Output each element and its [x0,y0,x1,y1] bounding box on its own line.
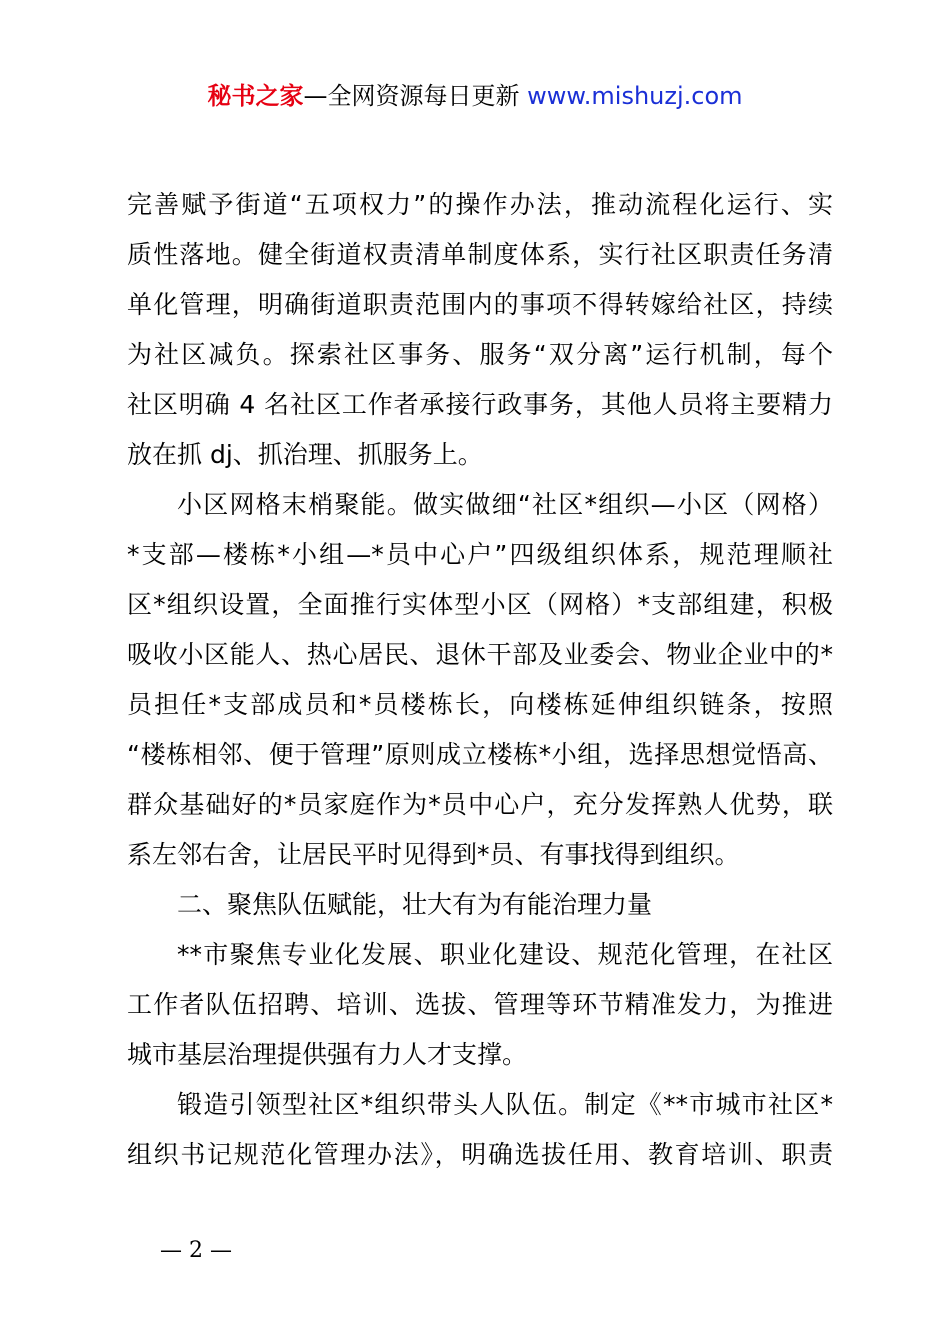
page-number: — 2 — [160,1238,232,1263]
text-line: *支部—楼栋*小组—*员中心户”四级组织体系，规范理顺社 [127,540,833,569]
header-slogan: —全网资源每日更新 [303,82,528,110]
text-line: 群众基础好的*员家庭作为*员中心户，充分发挥熟人优势，联 [127,790,833,819]
text-line: 社区明确 4 名社区工作者承接行政事务，其他人员将主要精力 [127,390,833,419]
text-line: 为社区减负。探索社区事务、服务“双分离”运行机制，每个 [127,340,833,369]
text-line: 单化管理，明确街道职责范围内的事项不得转嫁给社区，持续 [127,290,833,319]
document-body [127,180,833,1180]
text-line: **市聚焦专业化发展、职业化建设、规范化管理，在社区 [177,940,833,969]
text-line: 质性落地。健全街道权责清单制度体系，实行社区职责任务清 [127,240,833,269]
paragraph-heading-line: 锻造引领型社区*组织带头人队伍。制定《**市城市社区* [177,1090,833,1119]
text-line: 工作者队伍招聘、培训、选拔、管理等环节精准发力，为推进 [127,990,833,1019]
text-line: 组织书记规范化管理办法》，明确选拔任用、教育培训、职责 [127,1140,833,1169]
section-heading: 二、聚焦队伍赋能，壮大有为有能治理力量 [177,890,653,919]
text-line: 员担任*支部成员和*员楼栋长，向楼栋延伸组织链条，按照 [127,690,833,719]
paragraph-heading-line: 小区网格末梢聚能。做实做细“社区*组织—小区（网格） [177,490,833,519]
text-line: 城市基层治理提供强有力人才支撑。 [127,1040,528,1069]
brand-name: 秘书之家 [207,82,304,110]
text-line: 放在抓 dj、抓治理、抓服务上。 [127,440,483,469]
text-line: 系左邻右舍，让居民平时见得到*员、有事找得到组织。 [127,840,740,869]
text-line: “楼栋相邻、便于管理”原则成立楼栋*小组，选择思想觉悟高、 [127,740,833,769]
site-header [0,80,950,112]
text-line: 完善赋予街道“五项权力”的操作办法，推动流程化运行、实 [127,190,833,219]
text-line: 区*组织设置，全面推行实体型小区（网格）*支部组建，积极 [127,590,833,619]
text-line: 吸收小区能人、热心居民、退休干部及业委会、物业企业中的* [127,640,833,669]
site-url[interactable]: www.mishuzj.com [527,82,743,110]
